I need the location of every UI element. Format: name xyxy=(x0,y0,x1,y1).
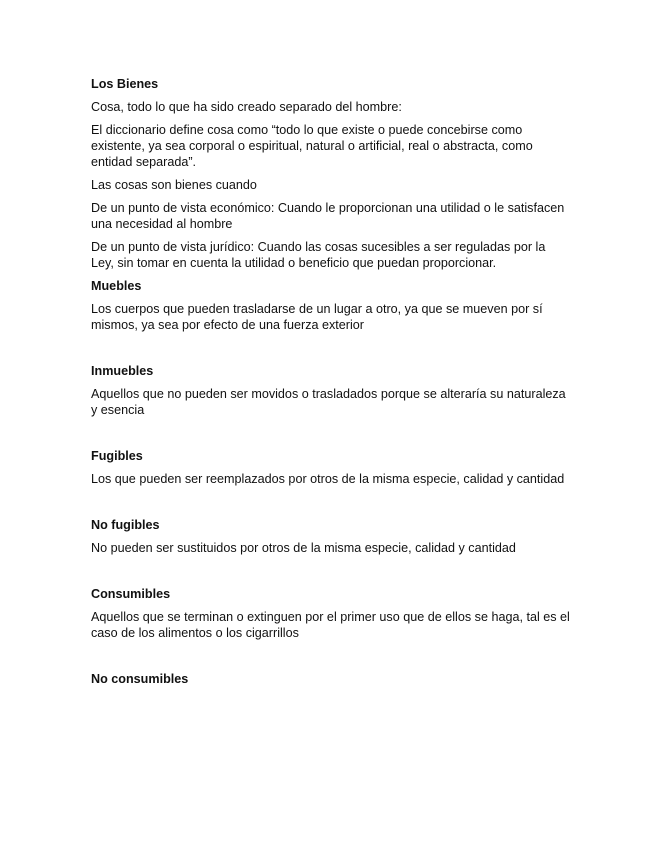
section-text-consumibles: Aquellos que se terminan o extinguen por el primer uso que de ellos se haga, tal es el caso de los alimentos o los cigarrillos xyxy=(91,610,570,640)
section-text-fugibles: Los que pueden ser reemplazados por otros de la misma especie, calidad y cantidad xyxy=(91,472,565,486)
section-heading-fugibles: Fugibles xyxy=(91,449,143,463)
intro-paragraph-1: Cosa, todo lo que ha sido creado separado del hombre: xyxy=(91,100,402,114)
section-text-muebles: Los cuerpos que pueden trasladarse de un lugar a otro, ya que se mueven por sí mismos, ya sea por efecto de una fuerza exterior xyxy=(91,302,543,332)
intro-paragraph-5: De un punto de vista jurídico: Cuando las cosas sucesibles a ser reguladas por la Ley, sin tomar en cuenta la utilidad o beneficio que puedan proporcionar. xyxy=(91,240,546,270)
section-heading-no-fugibles: No fugibles xyxy=(91,518,160,532)
intro-paragraph-4: De un punto de vista económico: Cuando le proporcionan una utilidad o le satisfacen una necesidad al hombre xyxy=(91,201,565,231)
document-page xyxy=(91,76,571,694)
section-text-no-fugibles: No pueden ser sustituidos por otros de la misma especie, calidad y cantidad xyxy=(91,541,516,555)
document-title: Los Bienes xyxy=(91,77,159,91)
section-heading-consumibles: Consumibles xyxy=(91,587,171,601)
section-heading-muebles: Muebles xyxy=(91,279,142,293)
section-text-inmuebles: Aquellos que no pueden ser movidos o trasladados porque se alteraría su naturaleza y esencia xyxy=(91,387,566,417)
section-heading-inmuebles: Inmuebles xyxy=(91,364,154,378)
intro-paragraph-2: El diccionario define cosa como “todo lo que existe o puede concebirse como existente, ya sea corporal o espiritual, natural o artificial, real o abstracta, como entidad separada”. xyxy=(91,123,533,169)
intro-paragraph-3: Las cosas son bienes cuando xyxy=(91,178,257,192)
section-heading-no-consumibles: No consumibles xyxy=(91,672,189,686)
